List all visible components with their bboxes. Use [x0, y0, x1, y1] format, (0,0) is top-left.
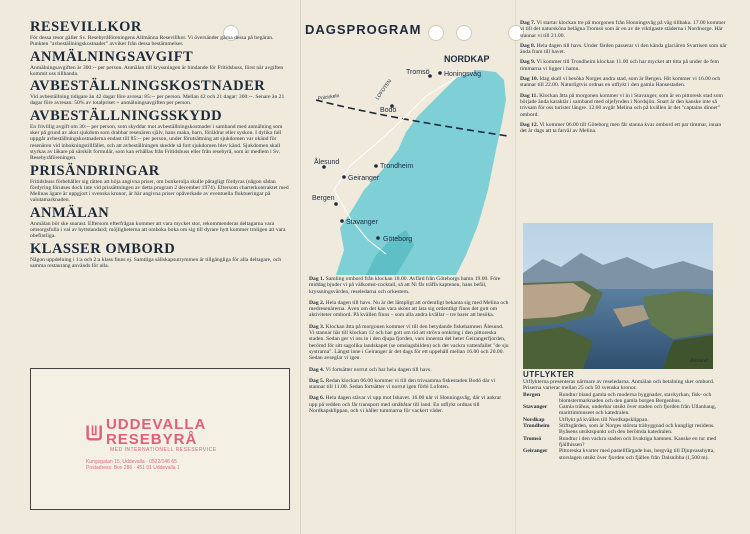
day-entry	[520, 93, 728, 118]
excursion-text: Rundtur i den vackra staden och livaktiga hamnen. Kanske en tur med fjällhissen?	[559, 435, 717, 448]
day-text: Hela dagen till havs. Nu är det lämpligt att ordentligt bekanta sig med Melina och medresenärerna. Även om det kan vara skönt att lata sig ordentligt finns det gott om aktiviteter ombord. På kvällen finns – som alla andra kvällar – tre barer att besöka.	[309, 299, 509, 319]
excursion-text: Gamla trähus, underbar utsikt över staden och fjorden från Ullanhaug, marittimmuseet och katedralen.	[559, 404, 717, 417]
excursion-row	[523, 392, 728, 405]
excursion-row	[523, 404, 728, 417]
excursion-place: Tromsö	[523, 435, 542, 442]
day-entry	[309, 378, 509, 391]
map-label-polcirkeln: Polcirkeln	[317, 93, 340, 102]
map-city-label: Bergen	[312, 195, 335, 202]
section-anmalan	[30, 206, 292, 240]
day-text: Hela dagen till havs. Under färden passerar vi den kända glaciären Svartisen som när ända fram till havet.	[520, 42, 727, 56]
day-text: Vi kommer till Trondheim klockan 11.00 och har mycket att titta på under de fem timmarna vi ligger i hamn.	[520, 59, 719, 72]
section-title: KLASSER OMBORD	[30, 240, 176, 257]
section-text: Någon uppdelning i 1:a och 2:a klass finns ej. Samtliga sällskapsutrymmen är tillgängliga för alla deltagare, och samma restaurang används för alla.	[30, 256, 282, 269]
section-klasser-ombord	[30, 242, 292, 270]
map-city-dot	[376, 236, 380, 240]
day-text: Redan klockan 06.00 kommer vi till den trivsamma fiskestaden Bodö där vi stannar till 11.00. Sedan fortsätter vi norrut igen förbi Lofoten.	[309, 377, 496, 391]
photo-caption: Ålesund	[690, 358, 708, 364]
day-list-1	[309, 276, 509, 414]
map-city-label: Göteborg	[383, 236, 413, 243]
stamp-subtitle: MED INTERNATIONELL RESESERVICE	[110, 447, 217, 453]
section-resevillkor	[30, 20, 292, 48]
day-entry	[520, 76, 728, 89]
day-entry	[309, 395, 509, 414]
section-title: PRISÄNDRINGAR	[30, 162, 160, 179]
terms-column	[30, 20, 292, 271]
map-city-label: Stavanger	[346, 219, 378, 226]
day-text: Hela dagen stävar vi upp mot Ishavet. 16.00 når vi Honningsvåg, där vi ankrar upp på redden och får transport med småbåtar till land. En utflykt ordnas till Nordkapsklippan, och vi håller tummarna för vackert väder.	[309, 395, 502, 415]
excursion-text: Stiftsgården, som är Norges största träbyggnad och kungligt residens. Byåsens utsiktspunkt och den berömda katedralen.	[559, 423, 715, 436]
stamp-logo-icon	[86, 422, 104, 442]
day-text: Klockan åtta på morgonen kommer vi in i Stavanger, som är en pittoresk stad som började ända karaktär i samband med oljefynden i Nordsjön. Snart är den kanske inte så trivsam för oss turister längre. 12.00 avgår Melina och på kvällen är det "captains dinner" ombord.	[520, 92, 723, 118]
alesund-photo	[523, 223, 713, 369]
section-text: Fritidsbuss förbehåller sig rätten att höja angivna priser, om bunkerolja skulle påtagligt fördyras (någon sådan fördyring förutses dock inte vid prissättningen av detta program 2 december 1974). Eftersom charterkontraktet med Melinas ägare är uppgjort i svenska kronor, är här angivna priser opåverkade av eventuella fluktueringar på valutamarknaden.	[30, 178, 289, 204]
section-title: ANMÄLAN	[30, 204, 110, 221]
excursion-place: Bergen	[523, 391, 541, 398]
excursion-place: Trondheim	[523, 423, 550, 430]
section-title: RESEVILLKOR	[30, 19, 142, 35]
route-map	[306, 40, 508, 276]
excursion-text: Pittoreska kvarter med pastellfärgade hus, bergväg till Djupvasshytta, storslagen utsikt över fjorden och fjällen från Dalsnibba (1,500 m).	[559, 448, 715, 461]
map-city-dot	[342, 175, 346, 179]
section-text: För dessa resor gäller Sv. Resebyråföreningens Allmänna Resevillkor. Vi översänder gärna dessa på begäran. Punkten "avbeställningskostnader" avviker från dessa bestämmelser.	[30, 35, 274, 48]
map-city-dot	[438, 71, 442, 75]
excursion-row	[523, 448, 728, 461]
day-list-2	[520, 20, 728, 134]
utflykter-intro: Utflykterna presenteras närmare av reseledarna. Anmälan och betalning sker ombord. Priserna varierar mellan 25 och 50 svenska kronor.	[523, 379, 715, 392]
section-title: AVBESTÄLLNINGSKOSTNADER	[30, 78, 266, 95]
day-number: Dag 11.	[520, 92, 538, 99]
day-entry	[520, 20, 728, 39]
map-city-label: Trondheim	[380, 163, 414, 170]
day-number: Dag 5.	[309, 377, 325, 384]
fold-line-right	[515, 0, 516, 534]
day-text: Klockan åtta på morgonen kommer vi till den betydande fiskehamnen Ålesund. Vi stannar här till klockan 12 och har gott om tid att ströva omkring i den pittoreska staden. Sedan ger vi oss in i den djupa fjorden, vars innersta del heter Geirangerfjorden, berömd för sitt sagolika landskapet (se omslagsbilden) och det vackra vattenfallet "de sju systrarna". Längst inne i Geiranger är det dags för ett uppehåll mellan 16.00 och 20.00. Sedan avseglar vi igen.	[309, 323, 509, 362]
dagsprogram-column	[305, 22, 510, 37]
section-text: Anmälan bör ske snarast. Eftersom efterfrågan kommer att vara mycket stor, rekommenderas deltagarna vara omsorgsfulla i val av hyttstandard; möjligheterna att omboka boka om sig till dyrare hytt kommer troligen att vara obefintliga.	[30, 220, 286, 240]
day-entry	[309, 300, 509, 319]
day-number: Dag 9.	[520, 59, 536, 66]
map-city-dot	[340, 219, 344, 223]
day-text: Vi startar klockan tre på morgonen från Honningsvåg på väg tillbaka. 17.00 kommer vi till det natursköna belägna Tromsö som är en av de viktigaste städerna i Nordnorge. Här stannar vi till 21.00.	[520, 20, 726, 39]
map-city-dot	[334, 202, 338, 206]
excursion-text: Rundtur bland gamla och moderna byggnader, stavkyrkan, fisk- och blomstermarknaden och den gamla borgen Bergenhus.	[559, 391, 712, 404]
map-city-label: Tromsö	[406, 69, 430, 76]
map-city-label: Honingsvåg	[444, 71, 481, 78]
map-city-label: Geiranger	[348, 175, 380, 182]
section-avbestallningskostnader	[30, 79, 292, 107]
section-title: ANMÄLNINGSAVGIFT	[30, 48, 194, 65]
dagsprogram-heading: DAGSPROGRAM	[305, 22, 422, 37]
utflykter-title: UTFLYKTER	[523, 370, 575, 379]
section-avbestallningsskydd	[30, 109, 292, 162]
day-text: Vi fortsätter norrut och har hela dagen till havs.	[325, 366, 432, 373]
section-title: AVBESTÄLLNINGSSKYDD	[30, 107, 223, 124]
agency-stamp-box	[30, 368, 290, 510]
day-text: Samling ombord från klockan 18.00. Avfärd från Göteborgs hamn 19.00. Före middag bjuder vi på välkomst-cocktail, så att Ni får träffa kaptenen, hans befäl, kryssningsvärden, reseledarna och orkestern.	[309, 276, 501, 295]
day-entry	[309, 367, 509, 373]
day-number: Dag 4.	[309, 366, 325, 373]
excursion-text: Utflykt på kvällen till Nordkapsklippan.	[559, 416, 649, 423]
section-text: Anmälningsavgiften är 300:-- per person. Anmälan till kryssningen är bindande för Fritidsbuss, först när avgiften kommit oss tillhanda.	[30, 64, 284, 77]
section-text: Vid avbeställning tidigare än 42 dagar före avresa: 85:-- per person. Mellan 42 och 21 dagar: 300:--. Senare än 21 dagar före avresan: 50% av totalpriset + anmälningsavgiften per person.	[30, 94, 285, 107]
map-label-lofoten: LOFOTEN	[374, 78, 394, 102]
map-city-dot	[374, 164, 378, 168]
day-number: Dag 7.	[520, 20, 536, 26]
stamp-address-line: Kungsgatan 15, Uddevalla · 0522/146 65	[86, 459, 177, 465]
day-entry	[309, 324, 509, 362]
day-number: Dag 8.	[520, 42, 536, 49]
stamp-title: UDDEVALLA RESEBYRÅ	[105, 416, 206, 448]
map-city-label: Bodö	[380, 107, 397, 114]
day-text: Vi kommer 06.00 till Göteborg men får stanna kvar ombord ett par timmar, innan det är dags att ta farväl av Melina.	[520, 121, 722, 135]
day-number: Dag 12.	[520, 121, 539, 128]
fold-line-left	[300, 0, 301, 534]
day-text: Idag skall vi besöka Norges andra stad, som är Bergen. Hit kommer vi 16.00 och stannar till 22.00. Naturligtvis ordnas en utflykt i den gamla Hansestaden.	[520, 76, 721, 89]
section-text: En frivillig avgift om 30:-- per person, som skyddar mot avbeställningskostnader i samband med anmälning som sker på grund av akut sjukdom som drabbar resenären själv, hans maka, barn, föräldrar eller syskon. I dylika fall uppgår avbeställningskostnaderna endast till 85:-- per person, under förutsättning att sjukdomen var okänd för resenären vid inbokningstillfället, och att avbeställningen skedde så fort sjukdomen blev känd. Sjukdomen skall styrkas av läkare på särskilt formulär, som kan erhållas från Fritidsbuss eller från resebyrå, som är medlem i Sv. Resebyråföreningen.	[30, 123, 283, 162]
excursion-row	[523, 423, 728, 436]
utflykter-section	[523, 370, 728, 461]
excursion-place: Nordkap	[523, 416, 545, 423]
stamp-address-line: Postadress: Box 286 · 451 01 Uddevalla 1	[86, 465, 180, 471]
day-number: Dag 6.	[309, 395, 325, 402]
section-anmalningsavgift	[30, 50, 292, 78]
day-entry	[520, 122, 728, 135]
day-entry	[309, 276, 509, 295]
map-label-nordkap: NORDKAP	[444, 54, 490, 64]
excursion-place: Geiranger	[523, 448, 548, 455]
agency-stamp	[86, 416, 266, 471]
day-number: Dag 3.	[309, 323, 325, 330]
day-entry	[520, 59, 728, 72]
day-number: Dag 10.	[520, 76, 539, 83]
day-entry	[520, 43, 728, 56]
day-number: Dag 2.	[309, 299, 325, 306]
day-number: Dag 1.	[309, 276, 325, 282]
excursion-row	[523, 436, 728, 449]
map-city-label: Ålesund	[314, 159, 340, 166]
excursion-place: Stavanger	[523, 404, 548, 411]
section-prisandringar	[30, 164, 292, 204]
